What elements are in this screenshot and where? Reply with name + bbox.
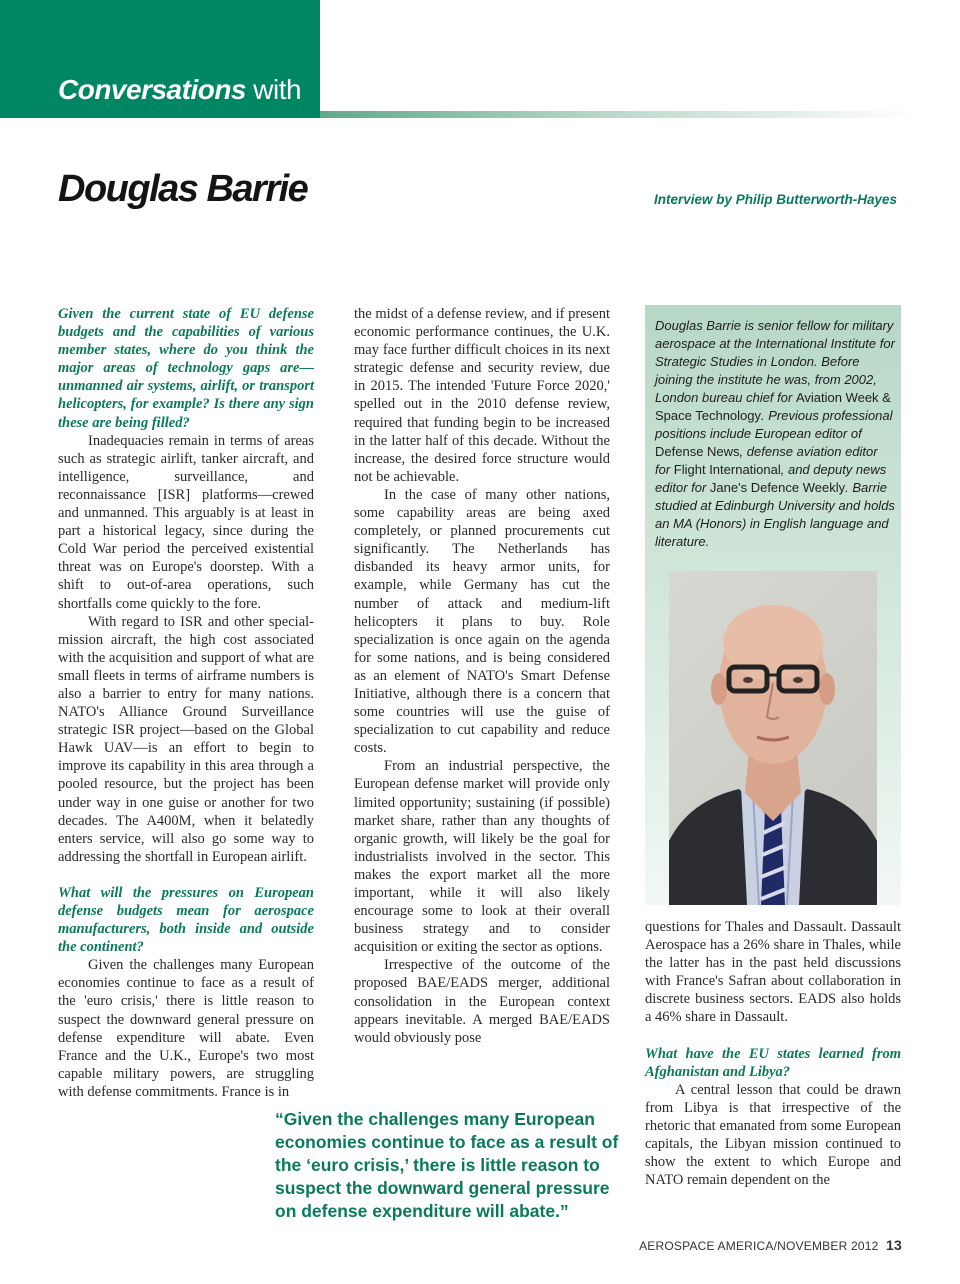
page-number: 13 <box>886 1237 902 1253</box>
question-2: What will the pressures on European defense budgets mean for aerospace manufacturers, both inside and outside the continent? <box>58 884 314 956</box>
pull-quote: “Given the challenges many European economies continue to face as a result of the ‘euro crisis,’ there is little reason to suspect the downward general pressure on defense expenditure will abate.” <box>275 1109 619 1221</box>
portrait-photo <box>669 571 877 905</box>
column-3 <box>645 918 901 1189</box>
answer-paragraph: With regard to ISR and other special-mission aircraft, the high cost associated with the acquisition and support of what are small fleets in terms of airframe numbers is also a barrier to entry for many nations. NATO's Alliance Ground Surveillance strategic ISR project—based on the Global Hawk UAV—is an effort to begin to improve its capability in this area through a pooled resource, but the project has been under way in one guise or another for two decades. The A400M, when it belatedly enters service, will also go some way to addressing the shortfall in European airlift. <box>58 613 314 865</box>
answer-paragraph: From an industrial perspective, the European defense market will provide only limited opportunity; sustaining (if possible) market share, rather than any thoughts of organic growth, will likely be the goal for industrialists involved in the sector. This makes the export market all the more important, while it will also likely encourage some to look at their overall business strategy and to consider acquisition or exiting the sector as options. <box>354 758 610 956</box>
bio-sidebar <box>645 305 901 905</box>
section-title-strong: Conversations <box>58 74 246 105</box>
header-fade-rule <box>320 111 920 118</box>
answer-paragraph: Inadequacies remain in terms of areas such as strategic airlift, tanker aircraft, and intelligence, surveillance, and reconnaissance [ISR] platforms—crewed and unmanned. This arguably is at least in part a historical legacy, since during the Cold War period the perceived existential threat was on Europe's doorstep. With a shift to out-of-area operations, such shortfalls come quickly to the fore. <box>58 432 314 612</box>
section-title <box>58 70 301 110</box>
page-footer <box>639 1237 902 1253</box>
answer-paragraph: questions for Thales and Dassault. Dassault Aerospace has a 26% share in Thales, while the latter has in the past held discussions with France's Safran about collaboration in discrete business sectors. EADS also holds a 46% share in Dassault. <box>645 919 901 1026</box>
portrait-illustration <box>669 571 877 905</box>
question-1: Given the current state of EU defense budgets and the capabilities of various member states, where do you think the major areas of technology gaps are—unmanned air systems, airlift, or transport helicopters, for example? Is there any sign these are being filled? <box>58 306 314 431</box>
interviewee-name: Douglas Barrie <box>58 168 308 210</box>
publication-line: AEROSPACE AMERICA/NOVEMBER 2012 <box>639 1239 879 1253</box>
answer-paragraph: A central lesson that could be drawn from Libya is that irrespective of the rhetoric that emanated from some European capitals, the Libyan mission continued to show the extent to which Europe and NATO remain dependent on the <box>645 1081 901 1189</box>
question-3: What have the EU states learned from Afghanistan and Libya? <box>645 1045 901 1080</box>
answer-paragraph: the midst of a defense review, and if present economic performance continues, the U.K. may face further difficult choices in its next strategic defense and security review, due in 2015. The intended 'Future Force 2020,' spelled out in the 2010 defense review, required that funding begin to be increased in the latter half of this decade. Without the increase, the desired force structure would not be achievable. <box>354 306 610 485</box>
section-title-light: with <box>253 74 302 105</box>
column-2 <box>354 305 610 1047</box>
answer-paragraph: In the case of many other nations, some capability areas are being axed completely, or planned procurements cut significantly. The Netherlands has disbanded its heavy armor units, for example, while Germany has cut the number of attack and medium-lift helicopters it plans to buy. Role specialization is once again on the agenda for some nations, and is being considered as an element of NATO's Smart Defense Initiative, although there is a concern that some countries will use the guise of specialization to cut capability and reduce costs. <box>354 486 610 757</box>
interview-byline: Interview by Philip Butterworth-Hayes <box>653 192 897 207</box>
column-1 <box>58 305 314 1100</box>
answer-paragraph: Given the challenges many European economies continue to face as a result of the 'euro crisis,' there is little reason to suspect the downward general pressure on defense expenditure will abate. Even France and the U.K., Europe's two most capable military powers, are struggling with defense commitments. France is in <box>58 957 314 1100</box>
bio-text: Douglas Barrie is senior fellow for military aerospace at the International Institute for Strategic Studies in London. Before joining the institute he was, from 2002, London bureau chief for Aviation Week & Space Technology. Previous professional positions include European editor of Defense News, defense aviation editor for Flight International, and deputy news editor for Jane's Defence Weekly. Barrie studied at Edinburgh University and holds an MA (Honors) in English language and literature. <box>655 318 895 549</box>
answer-paragraph: Irrespective of the outcome of the proposed BAE/EADS merger, additional consolidation in the European context appears inevitable. A merged BAE/EADS would obviously pose <box>354 957 610 1046</box>
